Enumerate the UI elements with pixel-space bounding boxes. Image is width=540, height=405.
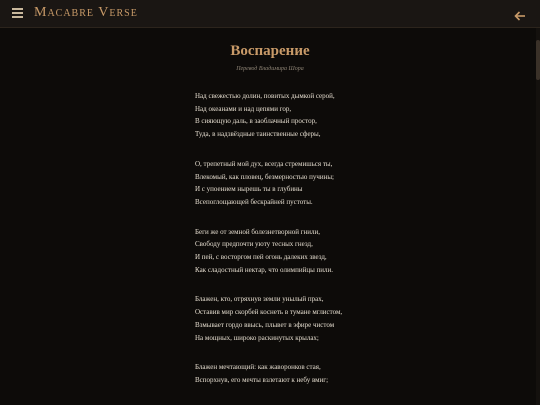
poem-line: Вспорхнув, его мечты взлетают к небу вмиг; bbox=[195, 375, 329, 384]
poem-line: Как сладостный нектар, что олимпийцы пили. bbox=[195, 265, 334, 274]
scrollbar[interactable] bbox=[536, 28, 540, 405]
poem-line: Туда, в надзвёздные таинственные сферы, bbox=[195, 130, 321, 139]
app-title: Macabre Verse bbox=[34, 5, 138, 20]
poem-title: Воспарение bbox=[230, 43, 310, 59]
poem-line: Взмывает гордо ввысь, плывет в эфире чистом bbox=[195, 320, 335, 329]
poem-line: Свободу предпочти уюту тесных гнезд, bbox=[195, 240, 313, 249]
stanza bbox=[195, 293, 525, 344]
stanza bbox=[195, 158, 525, 209]
stanza bbox=[195, 90, 525, 141]
arrow-left-icon[interactable] bbox=[514, 7, 526, 19]
poem-translator: Перевод Владимира Шора bbox=[236, 66, 304, 72]
poem-line: Блажен мечтающий: как жаворонков стая, bbox=[195, 363, 321, 372]
poem-line: Блажен, кто, отряхнув земли унылый прах, bbox=[195, 295, 324, 304]
poem-line: И с упоением нырешь ты в глубины bbox=[195, 185, 303, 194]
poem-line: Оставив мир скорбей коснеть в тумане мглистом, bbox=[195, 308, 343, 317]
poem-line: Влекомый, как пловец, безмерностью пучины; bbox=[195, 172, 334, 181]
top-app-bar bbox=[0, 0, 540, 28]
poem-body bbox=[195, 90, 525, 404]
poem-line: Над океанами и над цепями гор, bbox=[195, 104, 292, 113]
poem-content bbox=[0, 28, 540, 405]
hamburger-menu-icon[interactable] bbox=[12, 8, 23, 18]
poem-line: Всепоглощающей бескрайней пустоты. bbox=[195, 197, 313, 206]
poem-line: И пей, с восторгом пей огонь далеких звезд, bbox=[195, 253, 327, 262]
poem-line: На мощных, широко раскинутых крылах; bbox=[195, 333, 319, 342]
poem-line: Беги же от земной болезнетворной гнили, bbox=[195, 227, 321, 236]
stanza bbox=[195, 361, 525, 386]
scrollbar-thumb[interactable] bbox=[536, 40, 540, 80]
stanza bbox=[195, 226, 525, 277]
poem-line: О, трепетный мой дух, всегда стремишься ты, bbox=[195, 159, 333, 168]
poem-line: Над свежестью долин, повитых дымкой серой, bbox=[195, 92, 335, 100]
poem-line: В сияющую даль, в заоблачный простор, bbox=[195, 117, 317, 126]
